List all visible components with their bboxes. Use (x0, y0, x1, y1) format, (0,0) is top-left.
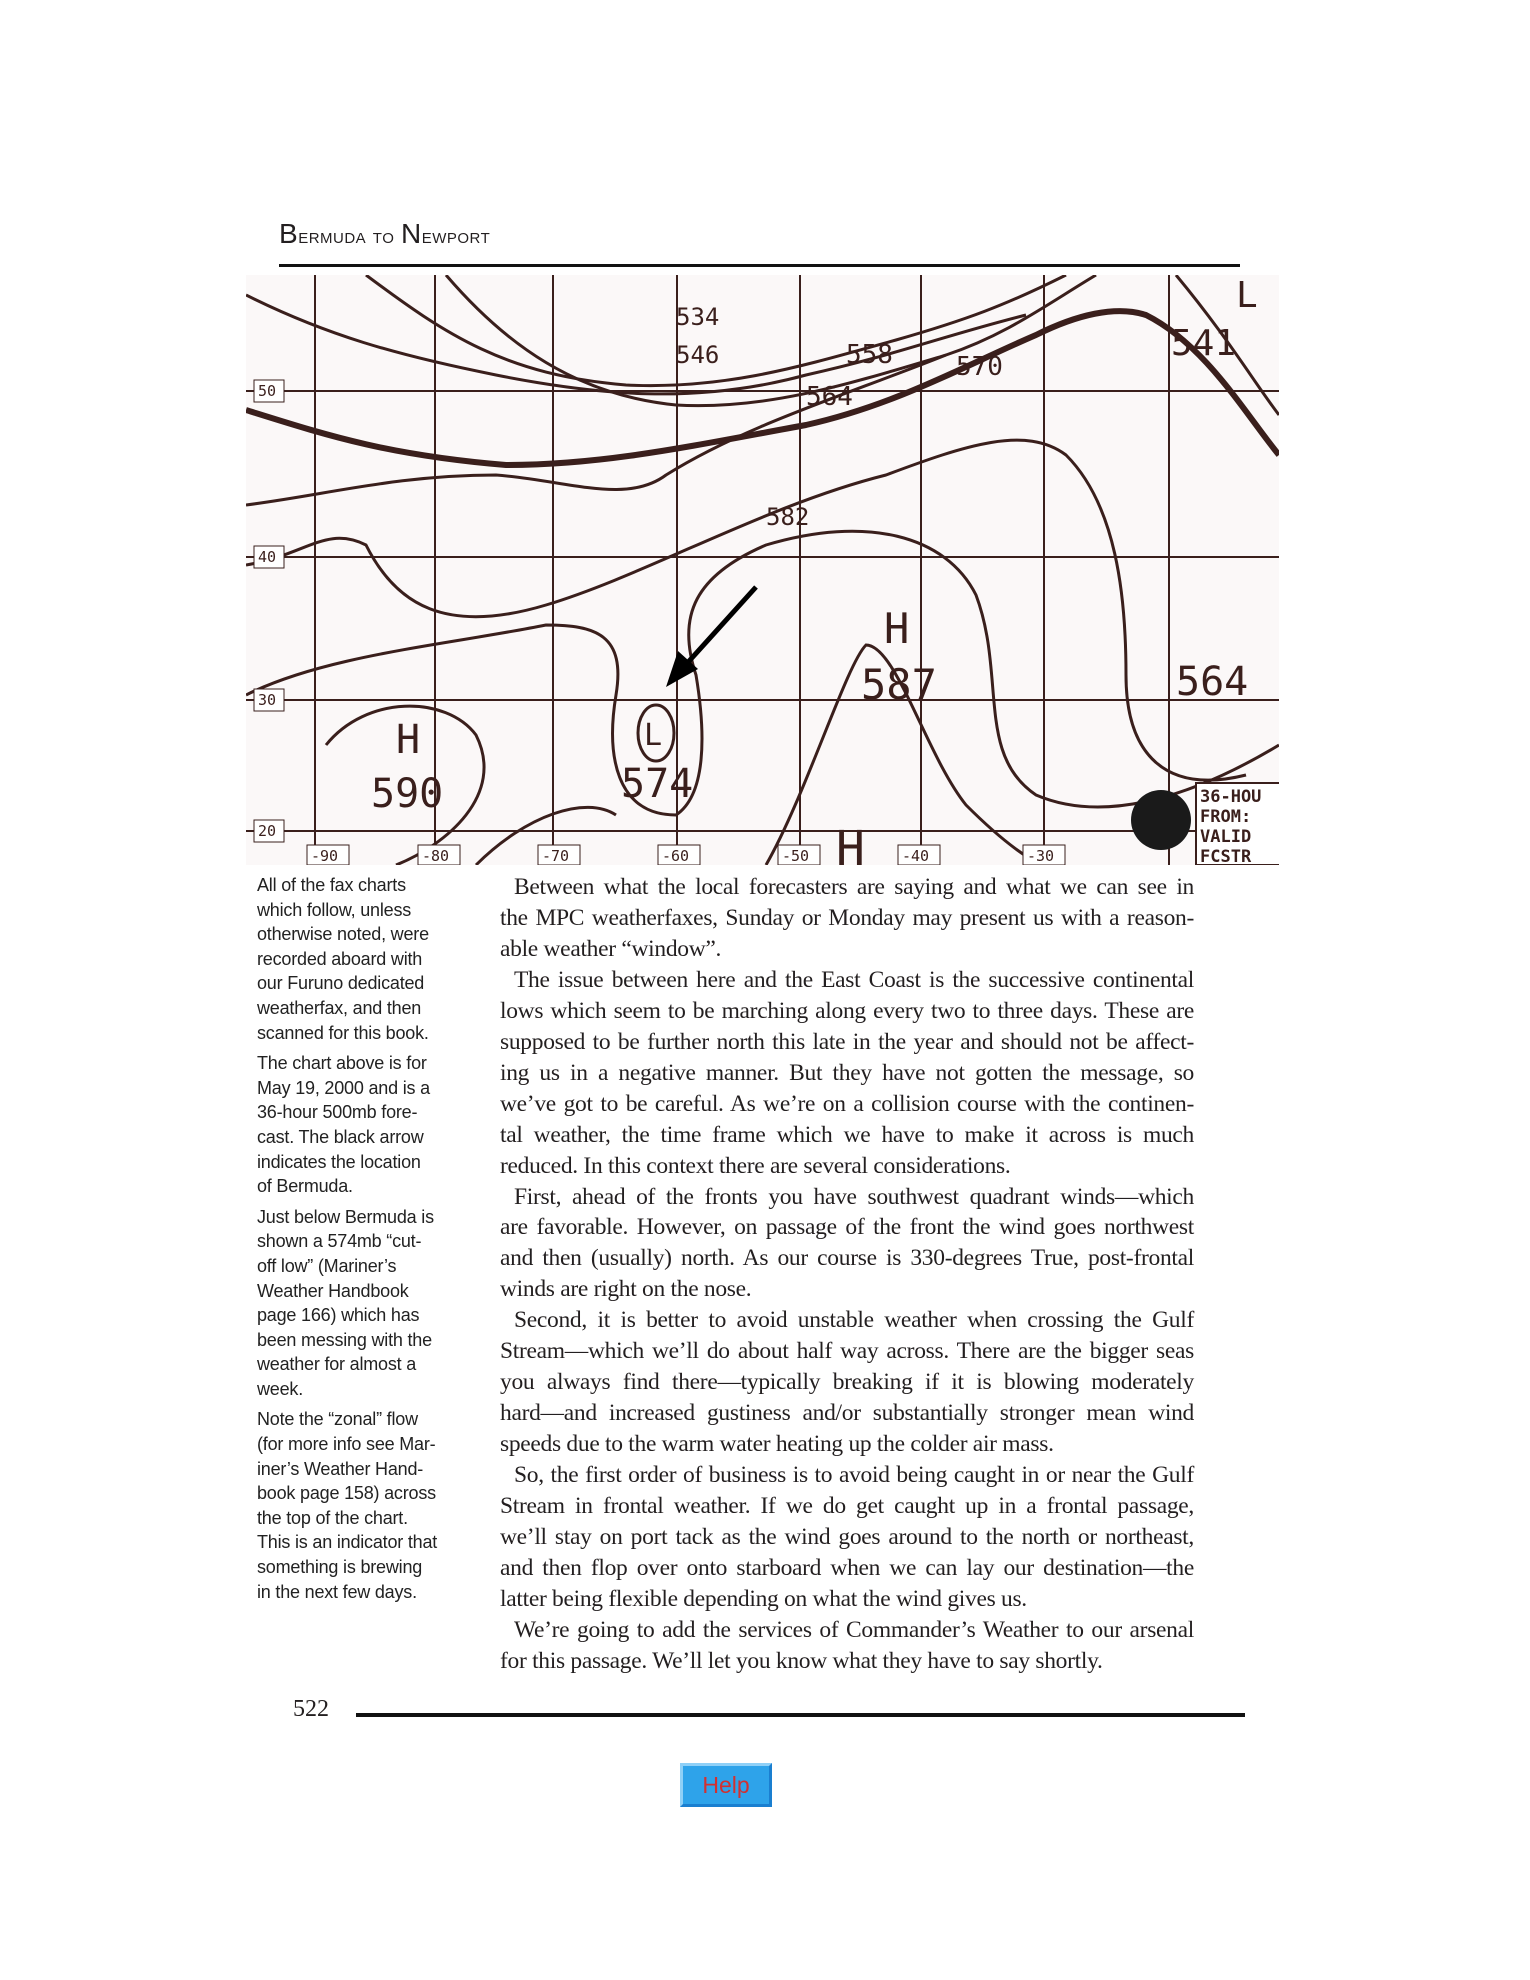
text-line: Weather Handbook (257, 1280, 409, 1301)
header-text-2: ewport (421, 223, 491, 248)
paragraph (500, 965, 1194, 1182)
contour-line (246, 295, 1026, 394)
text-line: page 166) which has (257, 1305, 420, 1326)
text-line: scanned for this book. (257, 1022, 429, 1043)
latitude-label: 50 (258, 382, 277, 400)
sidebar-caption (257, 873, 482, 1610)
longitude-label: -50 (782, 847, 810, 865)
text-line: We’re going to add the services of Commander’s Weather to our arsenal (514, 1616, 1194, 1643)
paragraph (500, 1460, 1194, 1615)
high-value: 590 (371, 771, 444, 817)
high-value: 587 (861, 660, 937, 709)
text-line: supposed to be further north this late in the year and should not be affect- (500, 1028, 1194, 1055)
text-line: May 19, 2000 and is a (257, 1077, 430, 1098)
contour-line (446, 275, 1096, 406)
longitude-label: -70 (542, 847, 570, 865)
text-line: All of the fax charts (257, 875, 406, 895)
text-line: Between what the local forecasters are saying and what we can see in (514, 874, 1194, 900)
text-line: been messing with the (257, 1329, 432, 1350)
chart-info-line: 36-HOU (1200, 787, 1262, 807)
paragraph (500, 1182, 1194, 1306)
text-line: tal weather, the time frame which we have to make it across is much (500, 1121, 1194, 1148)
text-line: off low” (Mariner’s (257, 1255, 397, 1276)
text-line: Stream in frontal weather. If we do get caught up in a frontal passage, (500, 1493, 1194, 1520)
longitude-label: -80 (422, 847, 450, 865)
longitude-label: -90 (311, 847, 339, 865)
paragraph (257, 1205, 482, 1402)
text-line: indicates the location (257, 1151, 421, 1172)
text-line: latter being flexible depending on what the wind gives us. (500, 1585, 1027, 1612)
text-line: Note the “zonal” flow (257, 1409, 418, 1430)
text-line: week. (257, 1378, 304, 1399)
high-letter: H (836, 821, 865, 865)
contour-label: 582 (766, 503, 810, 531)
text-line: which follow, unless (257, 899, 412, 920)
contour-label: 546 (676, 341, 720, 369)
text-line: First, ahead of the fronts you have southwest quadrant winds—which (514, 1183, 1194, 1210)
header-text-1: ermuda to (298, 223, 401, 248)
text-line: otherwise noted, were (257, 924, 429, 945)
contour-label: 564 (1176, 659, 1249, 705)
high-letter: H (884, 604, 910, 653)
text-line: lows which seem to be marching along every two to three days. These are (500, 997, 1194, 1024)
text-line: 36-hour 500mb fore- (257, 1102, 418, 1123)
text-line: weather for almost a (257, 1354, 417, 1375)
text-line: Stream—which we’ll do about half way across. There are the bigger seas (500, 1338, 1194, 1365)
latitude-label: 30 (258, 691, 277, 709)
text-line: shown a 574mb “cut- (257, 1231, 422, 1252)
contour-label: 558 (846, 340, 893, 370)
text-line: recorded aboard with (257, 948, 423, 969)
text-line: our Furuno dedicated (257, 973, 425, 994)
longitude-label: -60 (662, 847, 690, 865)
text-line: Just below Bermuda is (257, 1206, 434, 1227)
text-line: book page 158) across (257, 1483, 436, 1504)
chart-info-line: FCSTR (1200, 847, 1252, 865)
chart-info-line: VALID (1200, 827, 1252, 847)
text-line: The issue between here and the East Coast is the successive continental (514, 966, 1194, 993)
contour-label: 534 (676, 303, 720, 331)
weatherfax-chart (246, 275, 1279, 865)
top-rule (279, 264, 1240, 267)
low-letter: L (644, 718, 663, 753)
noaa-logo (1131, 790, 1191, 850)
header-cap-2: N (400, 218, 422, 249)
running-head (279, 218, 490, 250)
contour-line (246, 311, 1279, 465)
body-text (500, 872, 1194, 1677)
text-line: the top of the chart. (257, 1507, 408, 1528)
text-line: and then (usually) north. As our course is 330-degrees True, post-frontal (500, 1245, 1194, 1272)
latitude-label: 40 (258, 548, 277, 566)
text-line: for this passage. We’ll let you know what they have to say shortly. (500, 1647, 1103, 1674)
text-line: hard—and increased gustiness and/or substantially stronger mean wind (500, 1400, 1194, 1427)
contour-label: 570 (956, 352, 1003, 382)
text-line: you always find there—typically breaking if it is blowing moderately (500, 1369, 1194, 1396)
chart-info-line: FROM: (1200, 807, 1252, 827)
contour-line (246, 355, 946, 505)
text-line: the MPC weatherfaxes, Sunday or Monday may present us with a reason- (500, 904, 1194, 931)
header-cap-1: B (279, 218, 299, 249)
text-line: This is an indicator that (257, 1532, 438, 1553)
text-line: Second, it is better to avoid unstable weather when crossing the Gulf (514, 1307, 1194, 1334)
help-button[interactable]: Help (680, 1763, 772, 1807)
text-line: in the next few days. (257, 1581, 417, 1602)
text-line: we’ve got to be careful. As we’re on a collision course with the continen- (500, 1090, 1194, 1117)
high-letter: H (396, 717, 421, 763)
paragraph (257, 1407, 482, 1604)
longitude-label: -30 (1027, 847, 1055, 865)
text-line: are favorable. However, on passage of the front the wind goes northwest (500, 1214, 1194, 1241)
text-line: (for more info see Mar- (257, 1434, 436, 1455)
contour-label: 564 (806, 382, 853, 412)
text-line: able weather “window”. (500, 935, 722, 962)
text-line: iner’s Weather Hand- (257, 1458, 424, 1479)
paragraph (500, 1615, 1194, 1677)
text-line: ing us in a negative manner. But they have not gotten the message, so (500, 1059, 1194, 1086)
bermuda-arrow (681, 587, 756, 670)
text-line: The chart above is for (257, 1053, 427, 1074)
text-line: winds are right on the nose. (500, 1276, 752, 1303)
text-line: speeds due to the warm water heating up the colder air mass. (500, 1431, 1054, 1458)
text-line: weatherfax, and then (257, 997, 422, 1018)
bottom-rule (356, 1713, 1245, 1717)
contour-label: 541 (1171, 323, 1237, 364)
page-number: 522 (293, 1696, 329, 1722)
low-letter: L (1236, 275, 1258, 316)
paragraph (257, 873, 482, 1045)
text-line: something is brewing (257, 1557, 423, 1578)
text-line: and then flop over onto starboard when we can lay our destination—the (500, 1554, 1194, 1581)
paragraph (500, 1305, 1194, 1460)
low-value: 574 (621, 761, 694, 807)
text-line: of Bermuda. (257, 1176, 353, 1197)
latitude-label: 20 (258, 822, 277, 840)
text-line: cast. The black arrow (257, 1126, 424, 1147)
text-line: So, the first order of business is to avoid being caught in or near the Gulf (514, 1462, 1194, 1489)
longitude-label: -40 (902, 847, 930, 865)
text-line: we’ll stay on port tack as the wind goes around to the north or northeast, (500, 1524, 1194, 1551)
paragraph (500, 872, 1194, 965)
text-line: reduced. In this context there are several considerations. (500, 1152, 1011, 1179)
paragraph (257, 1051, 482, 1199)
